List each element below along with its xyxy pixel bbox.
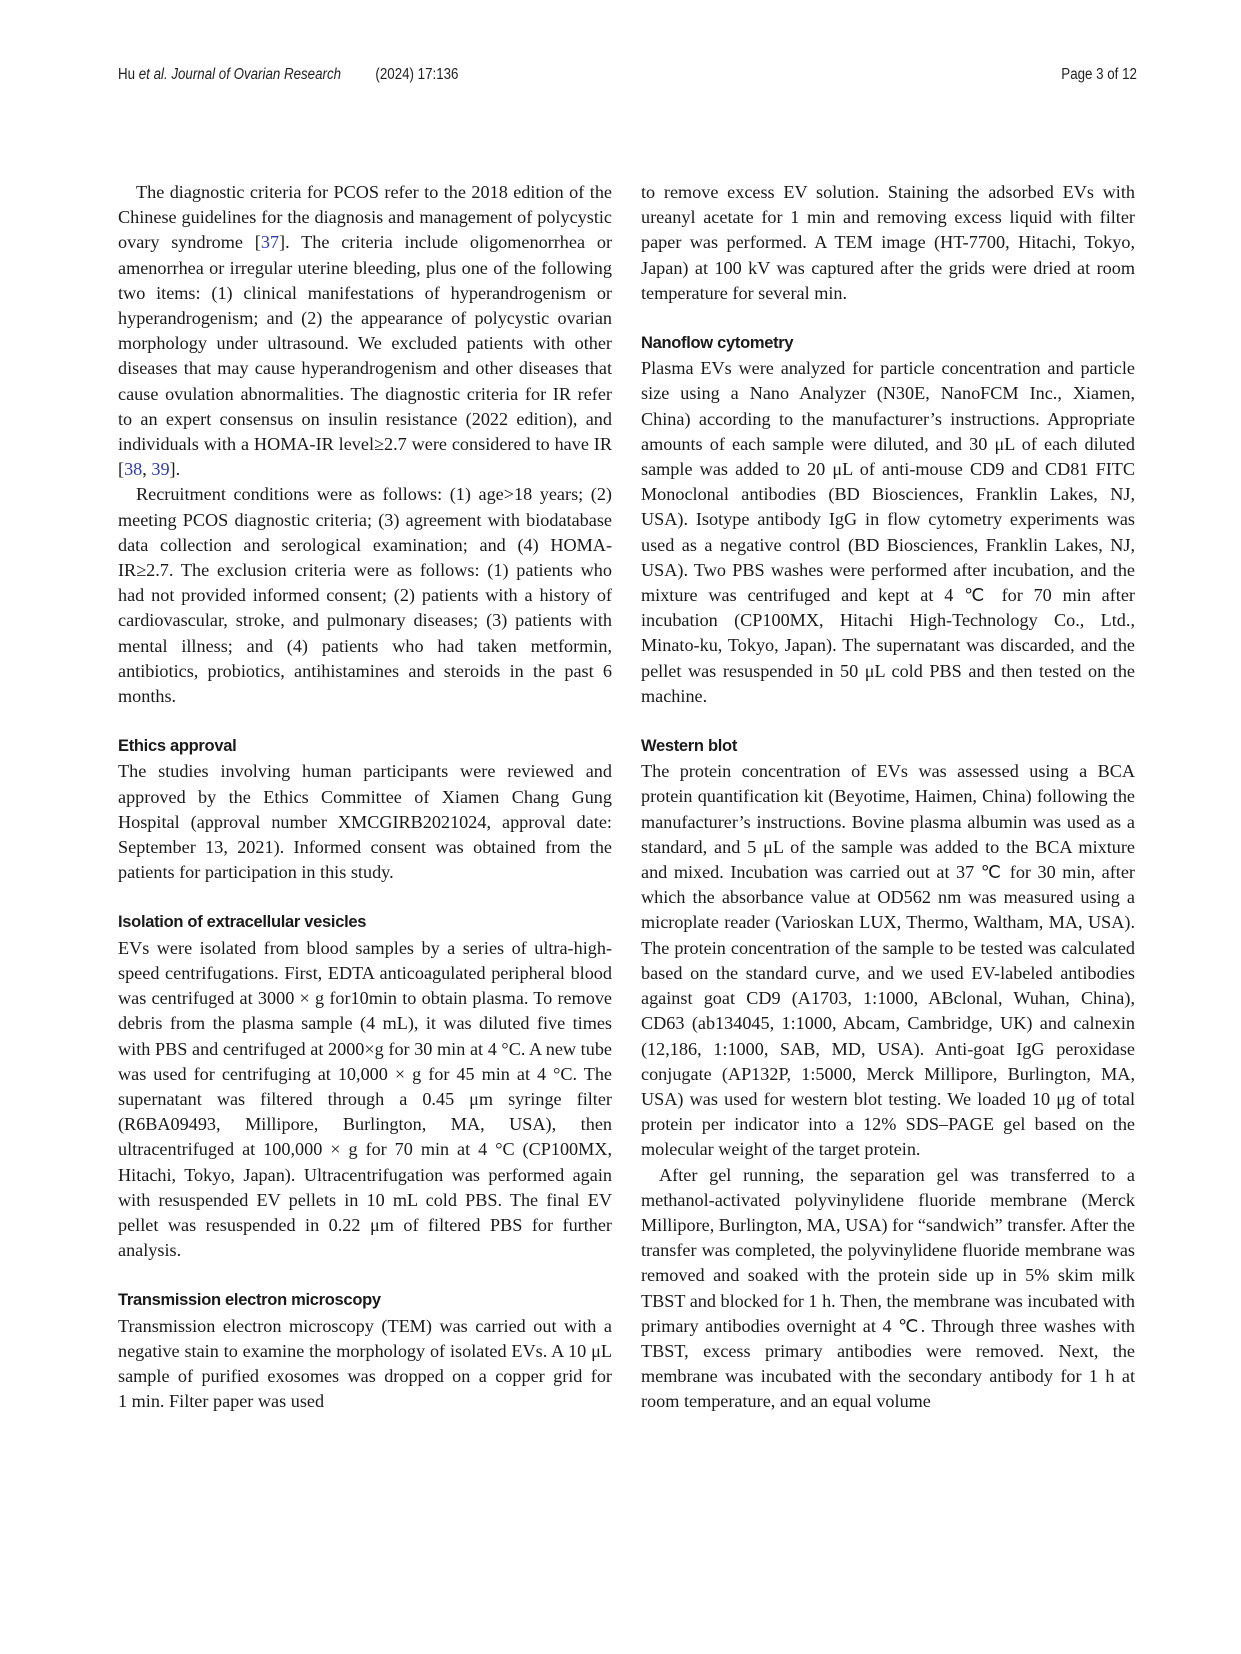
paragraph-ethics: The studies involving human participants were reviewed and approved by the Ethics Committee of Xiamen Chang Gung Hospital (approval number XMCGIRB2021024, approval date: September 13, 2021). Informed consent was obtained from the patients for participation in this study. <box>118 761 612 883</box>
paragraph-western-blot-transfer: After gel running, the separation gel was transferred to a methanol-activated polyvinylidene fluoride membrane (Merck Millipore, Burlington, MA, USA) for “sandwich” transfer. After the transfer was completed, the polyvinylidene fluoride membrane was removed and soaked with the protein side up in 5% skim milk TBST and blocked for 1 h. Then, the membrane was incubated with primary antibodies overnight at 4 ℃. Through three washes with TBST, excess primary antibodies were removed. Next, the membrane was incubated with the secondary antibody for 1 h at room temperature, and an equal volume <box>641 1164 1135 1412</box>
reference-link-38[interactable]: 38 <box>124 459 143 480</box>
reference-link-37[interactable]: 37 <box>260 232 280 253</box>
paragraph-tem-continued: to remove excess EV solution. Staining the adsorbed EVs with ureanyl acetate for 1 min and removing excess liquid with filter paper was performed. A TEM image (HT-7700, Hitachi, Tokyo, Japan) at 100 kV was captured after the grids were dried at room temperature for several min. <box>641 182 1135 303</box>
paragraph-pcos-criteria: The diagnostic criteria for PCOS refer to the 2018 edition of the Chinese guidelines for the diagnosis and management of polycystic ovary syndrome [37]. The criteria include oligomenorrhea or amenorrhea or irregular uterine bleeding, plus one of the following two items: (1) clinical manifestations of hyperandrogenism or hyperandrogenism; and (2) the appearance of polycystic ovarian morphology under ultrasound. We excluded patients with other diseases that may cause hyperandrogenism and other diseases that cause ovulation abnormalities. The diagnostic criteria for IR refer to an expert consensus on insulin resistance (2022 edition), and individuals with a HOMA-IR level≥2.7 were considered to have IR [38, 39]. <box>118 182 612 480</box>
journal-citation <box>118 66 458 84</box>
paragraph-isolation: EVs were isolated from blood samples by a series of ultra-high-speed centrifugations. First, EDTA anticoagulated peripheral blood was centrifuged at 3000 × g for10min to obtain plasma. To remove debris from the plasma sample (4 mL), it was diluted five times with PBS and centrifuged at 2000×g for 30 min at 4 °C. A new tube was used for centrifuging at 10,000 × g for 45 min at 4 °C. The supernatant was filtered through a 0.45 μm syringe filter (R6BA09493, Millipore, Burlington, MA, USA), then ultracentrifuged at 100,000 × g for 70 min at 4 °C (CP100MX, Hitachi, Tokyo, Japan). Ultracentrifugation was performed again with resuspended EV pellets in 10 mL cold PBS. The final EV pellet was resuspended in 0.22 μm of filtered PBS for further analysis. <box>118 937 612 1261</box>
author-name: Hu <box>118 66 139 83</box>
running-header <box>118 66 1137 88</box>
volume-issue: (2024) 17:136 <box>375 66 459 83</box>
section-heading-tem: Transmission electron microscopy <box>118 1291 381 1310</box>
left-column <box>118 180 612 1414</box>
journal-name: Journal of Ovarian Research <box>167 66 342 83</box>
section-heading-ethics: Ethics approval <box>118 737 237 756</box>
right-column <box>641 180 1135 1415</box>
reference-link-39[interactable]: 39 <box>151 459 170 480</box>
section-heading-isolation: Isolation of extracellular vesicles <box>118 913 367 932</box>
paragraph-nanoflow: Plasma EVs were analyzed for particle concentration and particle size using a Nano Analyzer (N30E, NanoFCM Inc., Xiamen, China) according to the manufacturer’s instructions. Appropriate amounts of each sample were diluted, and 30 μL of each diluted sample was added to 20 μL of anti-mouse CD9 and CD81 FITC Monoclonal antibodies (BD Biosciences, Franklin Lakes, NJ, USA). Isotype antibody IgG in flow cytometry experiments was used as a negative control (BD Biosciences, Franklin Lakes, NJ, USA). Two PBS washes were performed after incubation, and the mixture was centrifuged and kept at 4 ℃ for 70 min after incubation (CP100MX, Hitachi High-Technology Co., Ltd., Minato-ku, Tokyo, Japan). The supernatant was discarded, and the pellet was resuspended in 50 μL cold PBS and then tested on the machine. <box>641 358 1135 706</box>
paragraph-recruitment: Recruitment conditions were as follows: (1) age>18 years; (2) meeting PCOS diagnostic criteria; (3) agreement with biodatabase data collection and serological examination; and (4) HOMA-IR≥2.7. The exclusion criteria were as follows: (1) patients who had not provided informed consent; (2) patients with a history of cardiovascular, stroke, and pulmonary diseases; (3) patients with mental illness; and (4) patients who had taken metformin, antibiotics, probiotics, antihistamines and steroids in the past 6 months. <box>118 484 612 707</box>
paragraph-tem: Transmission electron microscopy (TEM) was carried out with a negative stain to examine the morphology of isolated EVs. A 10 μL sample of purified exosomes was dropped on a copper grid for 1 min. Filter paper was used <box>118 1315 612 1412</box>
section-heading-nanoflow: Nanoflow cytometry <box>641 334 794 353</box>
section-heading-western-blot: Western blot <box>641 737 738 756</box>
paragraph-western-blot: The protein concentration of EVs was assessed using a BCA protein quantification kit (Beyotime, Haimen, China) following the manufacturer’s instructions. Bovine plasma albumin was used as a standard, and 5 μL of the sample was added to the BCA mixture and mixed. Incubation was carried out at 37 ℃ for 30 min, after which the absorbance value at OD562 nm was measured using a microplate reader (Varioskan LUX, Thermo, Waltham, MA, USA). The protein concentration of the sample to be tested was calculated based on the standard curve, and we used EV-labeled antibodies against goat CD9 (A1703, 1:1000, ABclonal, Wuhan, China), CD63 (ab134045, 1:1000, Abcam, Cambridge, UK) and calnexin (12,186, 1:1000, SAB, MD, USA). Anti-goat IgG peroxidase conjugate (AP132P, 1:5000, Merck Millipore, Burlington, MA, USA) was used for western blot testing. We loaded 10 μg of total protein per indicator into a 12% SDS–PAGE gel based on the molecular weight of the target protein. <box>641 761 1135 1160</box>
page-number: Page 3 of 12 <box>1061 66 1137 83</box>
et-al: et al. <box>138 66 168 83</box>
